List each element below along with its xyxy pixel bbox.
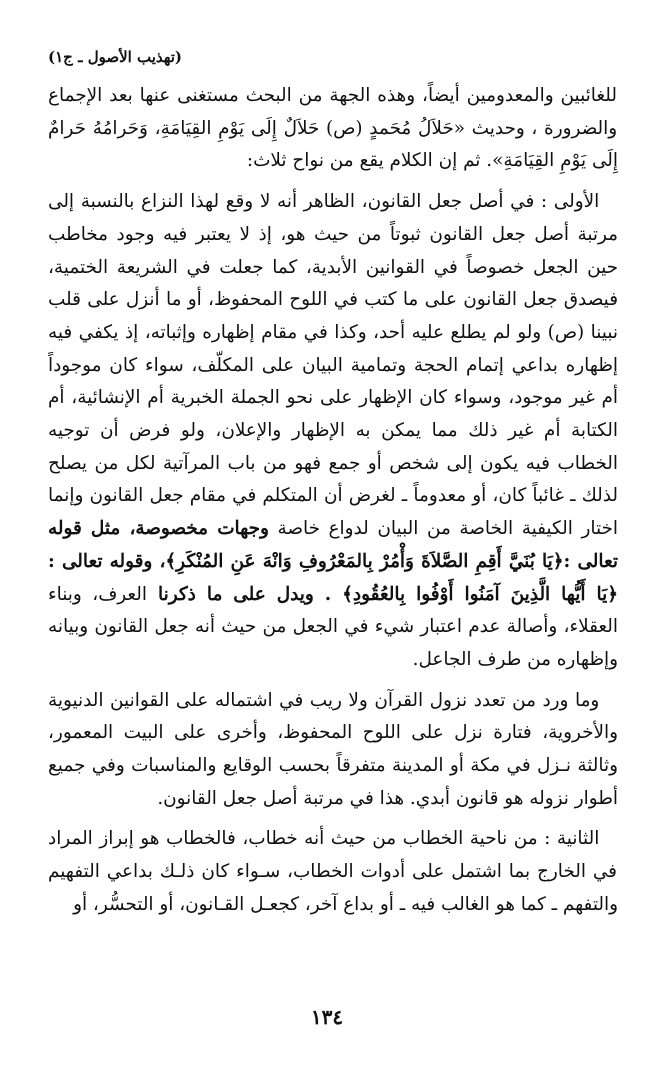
- text-line: وما ورد من تعدد نزول القرآن ولا ريب في اشتماله على القوانين الدنيوية: [48, 689, 600, 711]
- text-line: يمكن به الإظهار والإعلان، ولو فرض أن توجيه الخطاب فيه يكون إلى شخص أو: [48, 420, 618, 474]
- text-line: القانون وبيانه وإظهاره من طرف الجاعل.: [48, 616, 618, 670]
- page-number: ١٣٤: [310, 1005, 344, 1029]
- quran-verse-line: وجهات مخصوصة، مثل قوله تعالى :﴿يَا بُنَيَّ أَقِمِ الصَّلاَةَ وَأْمُرْ بِالمَعْرُوفِ وَانْهَ عَنِ: [48, 518, 618, 572]
- text-line: إِلَى يَوْمِ القِيَامَةِ». ثم إن الكلام يقع من نواح ثلاث:: [246, 150, 618, 172]
- text-line: والتفهم ـ كما هو الغالب فيه ـ أو بداع آخر، كجعـل القـانون، أو التحسُّر، أو: [73, 893, 618, 915]
- text-line: جعل القانون على ما كتب في اللوح المحفوظ، أو ما أنزل على قلب نبينا (ص): [48, 289, 618, 343]
- text-line: والضرورة ، وحديث «حَلاَلُ مُحَمدٍ (ص) حَلاَلٌ إِلَى يَوْمِ القِيَامَةِ، وَحَرامُهُ حَرامٌ: [48, 117, 618, 139]
- text-line: والأخروية، فتارة نزل على اللوح المحفوظ، وأخرى على البيت المعمور، وثالثة: [48, 722, 618, 777]
- paragraph-first-aspect: [48, 186, 618, 677]
- text-line: الثانية : من ناحية الخطاب من حيث أنه خطاب، فالخطاب هو إبراز المراد: [48, 828, 600, 850]
- text-line: كان الإظهار على نحو الجملة الخبرية أم الإنشائية، أم الكتابة أم غير ذلك مما: [48, 387, 618, 442]
- paragraph-intro: [48, 80, 618, 178]
- text-line: جمع فهو من باب المرآتية لكل من يصلح لذلك ـ غائباً كان، أو معدوماً ـ لغرض أن: [48, 452, 618, 507]
- text-line: هو قانون أبدي. هذا في مرتبة أصل جعل القانون.: [157, 787, 524, 809]
- text-line: نـزل في مكة أو المدينة متفرقاً بحسب الوقايع والمناسبات وفي جميع أطوار نزوله: [48, 755, 618, 809]
- text-line: في الخارج بما اشتمل على أدوات الخطاب، سـواء كان ذلـك بداعي التفهيم: [48, 861, 617, 883]
- text-line: مرتبة أصل جعل القانون ثبوتاً من حيث هو، إذ لا يعتبر فيه وجود مخاطب حين: [48, 223, 618, 278]
- text-line: المتكلم في مقام جعل القانون وإنما اختار الكيفية الخاصة من البيان لدواع خاصة: [48, 485, 618, 540]
- document-page: [48, 48, 618, 922]
- text-line: للغائبين والمعدومين أيضاً، وهذه الجهة من البحث مستغنى عنها بعد الإجماع: [48, 85, 617, 106]
- text-line: الأولى : في أصل جعل القانون، الظاهر أنه لا وقع لهذا النزاع بالنسبة إلى: [48, 191, 600, 213]
- paragraph-second-aspect: [48, 823, 618, 921]
- quran-verse-line: المُنْكَرِ﴾، وقوله تعالى : ﴿يَا أَيُّها الَّذِينَ آمَنُوا أَوْفُوا بِالعُقُودِ﴾ . ويدل على ما ذكرنا: [48, 550, 618, 605]
- text-line: الجعل خصوصاً في القوانين الأبدية، كما جعلت في الشريعة الختمية، فيصدق: [48, 256, 618, 311]
- text-line: ولو لم يطلع عليه أحد، وكذا في مقام إظهاره وإثباته، إذ يكفي فيه إظهاره بداعي: [48, 321, 618, 376]
- running-header-text: (تهذيب الأصول ـ ج١): [48, 48, 182, 66]
- running-header: [48, 48, 618, 70]
- paragraph-quran-revelation: [48, 685, 618, 816]
- text-line: إتمام الحجة وتمامية البيان على المكلّف، سواء كان موجوداً أم غير موجود، وسواء: [48, 354, 618, 409]
- text-line: العرف، وبناء العقلاء، وأصالة عدم اعتبار شيء في الجعل من حيث أنه جعل: [48, 583, 618, 638]
